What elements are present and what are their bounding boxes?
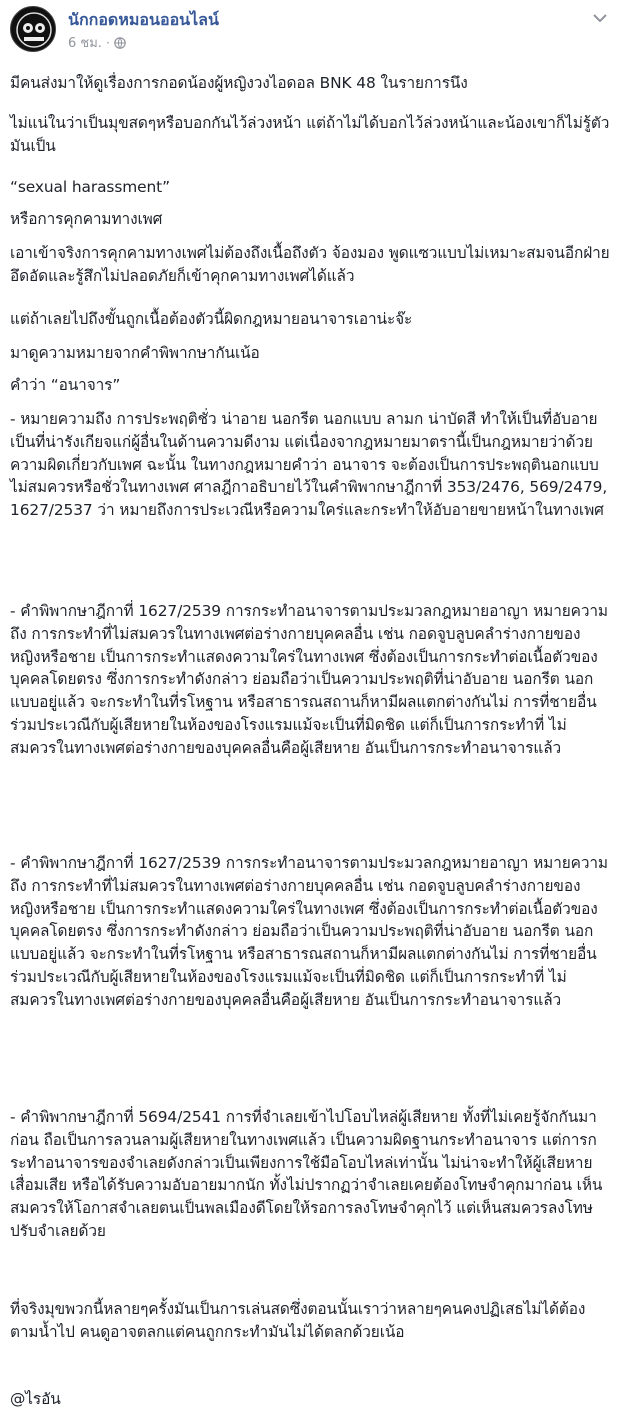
post-paragraph-13: ที่จริงมุขพวกนี้หลายๆครั้งมันเป็นการเล่นสดซึ่งตอนนั้นเราว่าหลายๆคนคงปฏิเสธไม่ได้ต้องตามน้ำไป คนดูอาจตลกแต่คนถูกกระทำมันไม่ได้ตลกด้วยเน้อ <box>10 1300 586 1341</box>
post-paragraph-8: คำว่า “อนาจาร” <box>10 376 121 394</box>
meta-separator: · <box>105 35 110 50</box>
post-paragraph-3: “sexual harassment” <box>10 178 170 196</box>
post-paragraph-5: เอาเข้าจริงการคุกคามทางเพศไม่ต้องถึงเนื้อถึงตัว จ้องมอง พูดแซวแบบไม่เหมาะสมจนอีกฝ่ายอึดอัดและรู้สึกไม่ปลอดภัยก็เข้าคุกคามทางเพศได้แล้ว <box>10 244 610 285</box>
post-paragraph-10: - คำพิพากษาฎีกาที่ 1627/2539 การกระทำอนาจารตามประมวลกฎหมายอาญา หมายความถึง การกระทำที่ไม่สมควรในทางเพศต่อร่างกายบุคคลอื่น เช่น กอดจูบลูบคลำร่างกายของหญิงหรือชาย เป็นการกระทำแสดงความใคร่ในทางเพศ ซึ่งต้องเป็นการกระทำต่อเนื้อตัวของบุคคลโดยตรง ซึ่งการกระทำดังกล่าว ย่อมถือว่าเป็นความประพฤติที่น่าอับอาย นอกรีต นอกแบบอยู่แล้ว จะกระทำในที่รโหฐาน หรือสาธารณสถานก็หามีผลแตกต่างกันไม่ การที่ชายอื่นร่วมประเวณีกับผู้เสียหายในห้องของโรงแรมแม้จะเป็นที่มิดชิด แต่ก็เป็นการกระทำที่ ไม่สมควรในทางเพศต่อร่างกายของบุคคลอื่นคือผู้เสียหาย อันเป็นการกระทำอนาจารแล้ว <box>10 602 608 757</box>
globe-icon[interactable] <box>114 37 126 49</box>
post-paragraph-6: แต่ถ้าเลยไปถึงขั้นถูกเนื้อต้องตัวนี้ผิดกฎหมายอนาจารเอาน่ะจ๊ะ <box>10 310 413 328</box>
page-logo-icon <box>11 7 56 52</box>
post-paragraph-7: มาดูความหมายจากคำพิพากษากันเน้อ <box>10 344 260 362</box>
post-paragraph-11: - คำพิพากษาฎีกาที่ 1627/2539 การกระทำอนาจารตามประมวลกฎหมายอาญา หมายความถึง การกระทำที่ไม่สมควรในทางเพศต่อร่างกายบุคคลอื่น เช่น กอดจูบลูบคลำร่างกายของหญิงหรือชาย เป็นการกระทำแสดงความใคร่ในทางเพศ ซึ่งต้องเป็นการกระทำต่อเนื้อตัวของบุคคลโดยตรง ซึ่งการกระทำดังกล่าว ย่อมถือว่าเป็นความประพฤติที่น่าอับอาย นอกรีต นอกแบบอยู่แล้ว จะกระทำในที่รโหฐาน หรือสาธารณสถานก็หามีผลแตกต่างกันไม่ การที่ชายอื่นร่วมประเวณีกับผู้เสียหายในห้องของโรงแรมแม้จะเป็นที่มิดชิด แต่ก็เป็นการกระทำที่ ไม่สมควรในทางเพศต่อร่างกายของบุคคลอื่นคือผู้เสียหาย อันเป็นการกระทำอนาจารแล้ว <box>10 854 608 1009</box>
page-name-link[interactable]: นักกอดหมอนออนไลน์ <box>68 10 219 29</box>
post-time[interactable]: 6 ชม. <box>68 36 102 51</box>
post-paragraph-12: - คำพิพากษาฎีกาที่ 5694/2541 การที่จำเลยเข้าไปโอบไหล่ผู้เสียหาย ทั้งที่ไม่เคยรู้จักกันมาก่อน ถือเป็นการลวนลามผู้เสียหายในทางเพศแล้ว เป็นความผิดฐานกระทำอนาจาร แต่การกระทำอนาจารของจำเลยดังกล่าวเป็นเพียงการใช้มือโอบไหล่เท่านั้น ไม่น่าจะทำให้ผู้เสียหายเสื่อมเสีย หรือได้รับความอับอายมากนัก ทั้งไม่ปรากฏว่าจำเลยเคยต้องโทษจำคุกมาก่อน เห็นสมควรให้โอกาสจำเลยตนเป็นพลเมืองดีโดยให้รอการลงโทษจำคุกไว้ แต่เห็นสมควรลงโทษปรับจำเลยด้วย <box>10 1108 603 1240</box>
post-header <box>10 6 610 56</box>
post-paragraph-4: หรือการคุกคามทางเพศ <box>10 210 163 228</box>
post-paragraph-1: มีคนส่งมาให้ดูเรื่องการกอดน้องผู้หญิงวงไอดอล BNK 48 ในรายการนึง <box>10 74 468 92</box>
post-paragraph-2: ไม่แน่ในว่าเป็นมุขสดๆหรือบอกกันไว้ล่วงหน้า แต่ถ้าไม่ได้บอกไว้ล่วงหน้าและน้องเขาก็ไม่รู้ตัว มันเป็น <box>10 114 610 155</box>
chevron-down-icon[interactable] <box>590 10 610 26</box>
post-paragraph-9: - หมายความถึง การประพฤติชั่ว น่าอาย นอกรีต นอกแบบ ลามก น่าบัดสี ทำให้เป็นที่อับอาย เป็นที่น่ารังเกียจแก่ผู้อื่นในด้านความดีงาม แต่เนื่องจากฎหมายมาตรานี้เป็นกฎหมายว่าด้วยความผิดเกี่ยวกับเพศ ฉะนั้น ในทางกฎหมายคำว่า อนาจาร จะต้องเป็นการประพฤตินอกแบบ ไม่สมควรหรือชั่วในทางเพศ ศาลฎีกาอธิบายไว้ในคำพิพากษาฎีกาที่ 353/2476, 569/2479, 1627/2537 ว่า หมายถึงการประเวณีหรือความใคร่และกระทำให้อับอายขายหน้าในทางเพศ <box>10 410 608 520</box>
page-avatar[interactable] <box>10 6 56 52</box>
post-meta <box>68 32 126 53</box>
post-author-tag: @ไรอัน <box>10 1390 61 1408</box>
